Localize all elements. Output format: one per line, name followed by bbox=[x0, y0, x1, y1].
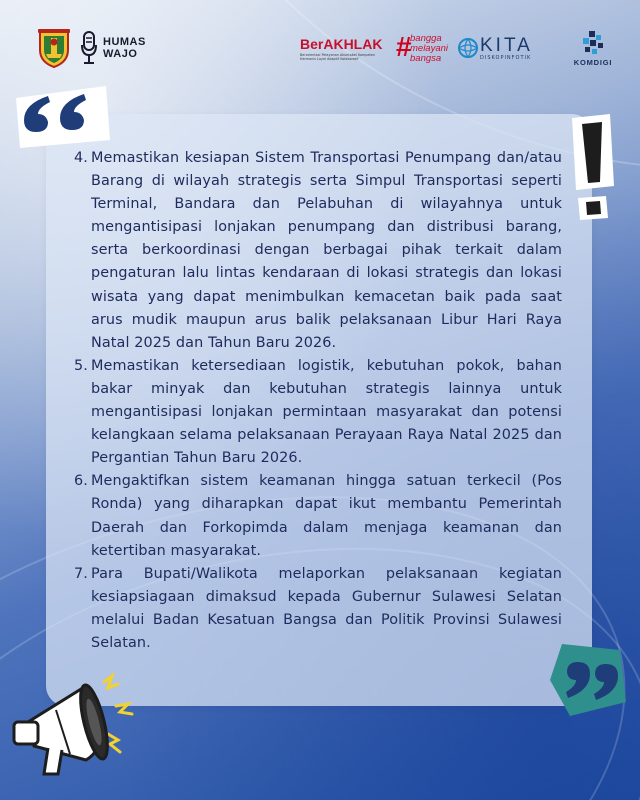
bangga-line3: bangsa bbox=[410, 53, 442, 64]
bangga-melayani-logo bbox=[396, 32, 458, 66]
header-logo-bar bbox=[0, 0, 640, 90]
list-item-number: 4. bbox=[74, 150, 88, 166]
berakhlak-tagline: Berorientasi Pelayanan Akuntabel Kompeten Harmonis Loyal Adaptif Kolaboratif bbox=[300, 53, 376, 61]
list-item bbox=[74, 470, 562, 562]
org-name bbox=[103, 36, 146, 60]
kita-globe-icon bbox=[458, 38, 478, 58]
list-item-number: 5. bbox=[74, 357, 88, 374]
kita-subtitle: DISKOPINFOTIK bbox=[480, 55, 532, 61]
bangga-hash: # bbox=[396, 31, 412, 62]
exclamation-icon bbox=[566, 112, 618, 222]
list-item bbox=[74, 563, 562, 655]
crest-logo-icon bbox=[36, 28, 72, 68]
org-name-line1: HUMAS bbox=[103, 36, 146, 48]
instruction-list bbox=[74, 147, 562, 655]
list-item-text: Para Bupati/Walikota melaporkan pelaksanaan kegiatan kesiapsiagaan dimaksud kepada Gubernur Sulawesi Selatan melalui Badan Kesatuan Bangsa dan Politik Provinsi Sulawesi Selatan. bbox=[91, 565, 562, 651]
list-item-text: Memastikan kesiapan Sistem Transportasi Penumpang dan/atau Barang di wilayah strategis serta Simpul Transportasi seperti Terminal, Bandara dan Pelabuhan di wilayahnya untuk mengantisipasi lonjakan penumpang dan distribusi barang, serta berkoordinasi dengan berbagai pihak terkait dalam pengaturan lalu lintas kendaraan di lokasi strategis dan lokasi wisata yang dapat menimbulkan kemacetan baik pada saat arus mudik maupun arus balik pelaksanaan Libur Hari Raya Natal 2025 dan Tahun Baru 2026. bbox=[91, 150, 562, 351]
komdigi-emblem-icon bbox=[580, 30, 606, 56]
quote-open-icon bbox=[14, 84, 112, 150]
kita-logo bbox=[458, 36, 558, 62]
bangga-line2: melayani bbox=[410, 43, 449, 54]
list-item-number: 6. bbox=[74, 473, 88, 490]
megaphone-icon bbox=[8, 670, 138, 780]
bangga-line1: bangga bbox=[410, 33, 442, 44]
berakhlak-logo bbox=[300, 37, 392, 63]
list-item-number: 7. bbox=[74, 565, 88, 582]
komdigi-label: KOMDIGI bbox=[573, 58, 613, 67]
quote-close-icon bbox=[548, 640, 628, 720]
berakhlak-title: BerAKHLAK bbox=[300, 36, 383, 52]
list-item bbox=[74, 147, 562, 355]
komdigi-logo bbox=[568, 30, 618, 70]
list-item bbox=[74, 355, 562, 470]
microphone-icon bbox=[80, 31, 98, 65]
org-name-line2: WAJO bbox=[103, 48, 138, 60]
kita-title: KITA bbox=[480, 35, 533, 56]
list-item-text: Mengaktifkan sistem keamanan hingga satuan terkecil (Pos Ronda) yang diharapkan dapat ikut membantu Pemerintah Daerah dan Forkopimda dalam menjaga keamanan dan ketertiban masyarakat. bbox=[91, 473, 562, 559]
bangga-words bbox=[410, 34, 448, 64]
list-item-text: Memastikan ketersediaan logistik, kebutuhan pokok, bahan bakar minyak dan kebutuhan strategis lainnya untuk mengantisipasi lonjakan permintaan masyarakat dan potensi kelangkaan selama pelaksanaan Perayaan Raya Natal 2025 dan Pergantian Tahun Baru 2026. bbox=[91, 357, 562, 467]
